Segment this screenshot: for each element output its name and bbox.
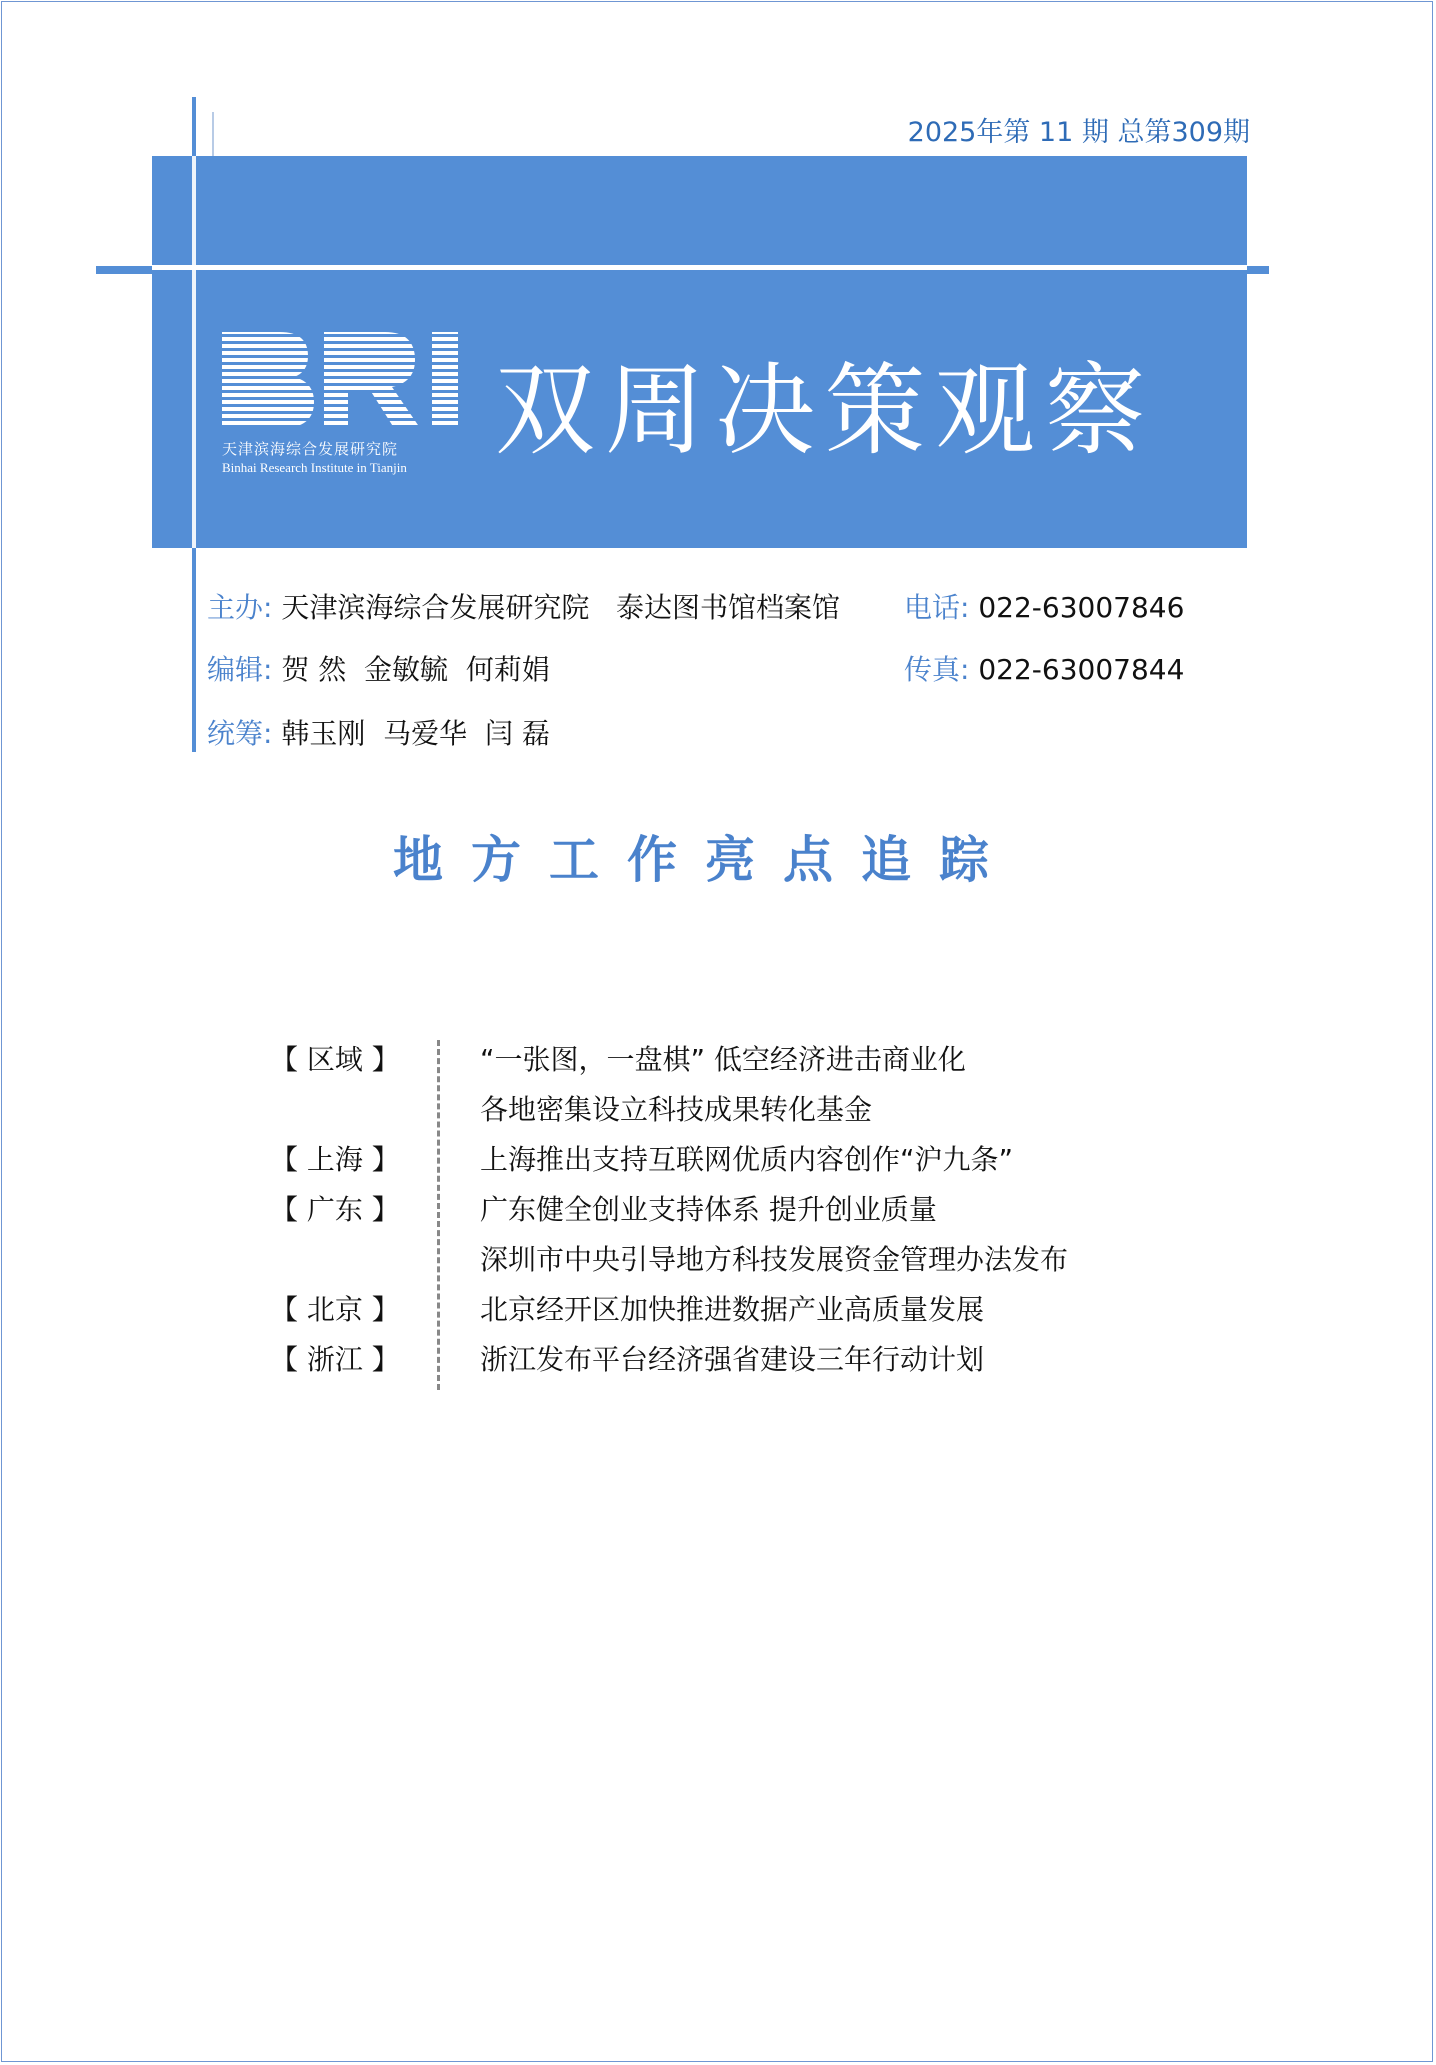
toc-region: 【 区域 】 <box>270 1043 400 1076</box>
decor-stub-right <box>1247 266 1269 274</box>
toc-region: 【 广东 】 <box>270 1193 400 1226</box>
editor-value: 贺 然 金敏毓 何莉娟 <box>281 653 550 686</box>
editor-label: 编辑: <box>207 653 273 686</box>
decor-banner-divider <box>192 156 196 548</box>
sponsor-label: 主办: <box>207 591 273 624</box>
toc-item[interactable]: 浙江发布平台经济强省建设三年行动计划 <box>480 1343 985 1376</box>
toc-region: 【 上海 】 <box>270 1143 400 1176</box>
sponsor-value: 天津滨海综合发展研究院 泰达图书馆档案馆 <box>281 591 841 624</box>
toc-region: 【 北京 】 <box>270 1293 400 1326</box>
toc-item[interactable]: 上海推出支持互联网优质内容创作“沪九条” <box>480 1143 1014 1176</box>
phone-value: 022-63007846 <box>978 591 1185 624</box>
fax-label: 传真: <box>904 653 970 686</box>
section-title: 地方工作亮点追踪 <box>393 830 1017 889</box>
editor-row <box>207 648 550 688</box>
sponsor-row <box>207 586 840 626</box>
toc-separator <box>437 1040 440 1390</box>
decor-thin-line <box>212 112 214 156</box>
coordinator-label: 统筹: <box>207 717 273 750</box>
toc-item[interactable]: 北京经开区加快推进数据产业高质量发展 <box>480 1293 985 1326</box>
logo-name-en: Binhai Research Institute in Tianjin <box>222 460 407 475</box>
toc-item[interactable]: “一张图，一盘棋” 低空经济进击商业化 <box>480 1043 966 1076</box>
toc-item[interactable]: 各地密集设立科技成果转化基金 <box>480 1093 873 1126</box>
decor-horizontal-line <box>152 265 1247 270</box>
coordinator-row <box>207 712 550 752</box>
toc-region: 【 浙江 】 <box>270 1343 400 1376</box>
toc-item[interactable]: 广东健全创业支持体系 提升创业质量 <box>480 1193 937 1226</box>
fax-value: 022-63007844 <box>978 653 1185 686</box>
decor-stub-left <box>96 266 152 274</box>
logo-name-cn: 天津滨海综合发展研究院 <box>222 440 399 458</box>
masthead-title: 双周决策观察 <box>495 352 1155 469</box>
phone-label: 电话: <box>904 591 970 624</box>
fax-row <box>904 648 1184 688</box>
issue-number: 2025年第 11 期 总第309期 <box>907 117 1250 148</box>
toc-item[interactable]: 深圳市中央引导地方科技发展资金管理办法发布 <box>480 1243 1069 1276</box>
coordinator-value: 韩玉刚 马爱华 闫 磊 <box>281 717 550 750</box>
phone-row <box>904 586 1184 626</box>
